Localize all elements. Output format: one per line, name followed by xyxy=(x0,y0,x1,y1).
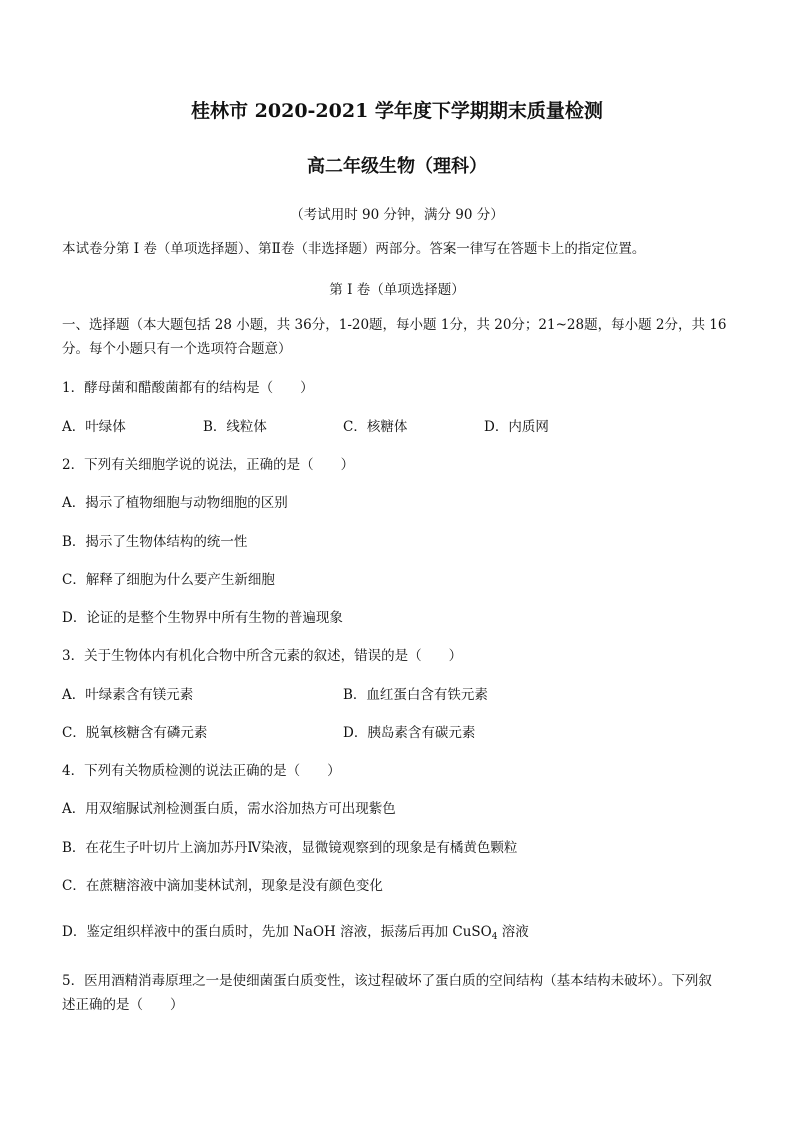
question-3-option-c: C．脱氧核糖含有磷元素 xyxy=(62,725,208,741)
question-4-option-a: A．用双缩脲试剂检测蛋白质，需水浴加热方可出现紫色 xyxy=(62,801,396,817)
question-4-option-b: B．在花生子叶切片上滴加苏丹Ⅳ染液，显微镜观察到的现象是有橘黄色颗粒 xyxy=(62,840,518,856)
question-3-option-a: A．叶绿素含有镁元素 xyxy=(62,687,194,703)
question-5-stem-line1: 5．医用酒精消毒原理之一是使细菌蛋白质变性，该过程破坏了蛋白质的空间结构（基本结构未破坏）。下列叙 xyxy=(62,973,712,989)
question-4-option-d-text: D．鉴定组织样液中的蛋白质时，先加 NaOH 溶液，振荡后再加 CuSO xyxy=(62,924,492,940)
question-2-option-a: A．揭示了植物细胞与动物细胞的区别 xyxy=(62,495,288,511)
exam-subtitle: 高二年级生物（理科） xyxy=(307,156,487,177)
section-intro-line1: 一、选择题（本大题包括 28 小题，共 36分，1-20题，每小题 1分，共 20分；21~28题，每小题 2分，共 16 xyxy=(62,317,727,333)
question-4-option-c: C．在蔗糖溶液中滴加斐林试剂，现象是没有颜色变化 xyxy=(62,878,383,894)
question-1-option-a: A．叶绿体 xyxy=(62,419,126,435)
section-intro-line2: 分。每个小题只有一个选项符合题意） xyxy=(62,341,292,357)
question-4-stem: 4．下列有关物质检测的说法正确的是（ ） xyxy=(62,763,341,779)
question-5-stem-line2: 述正确的是（ ） xyxy=(62,997,184,1013)
question-4-option-d-suffix: 溶液 xyxy=(497,924,529,940)
question-1-option-c: C．核糖体 xyxy=(343,419,408,435)
question-2-option-b: B．揭示了生物体结构的统一性 xyxy=(62,534,248,550)
section-title: 第 I 卷（单项选择题） xyxy=(329,282,465,298)
exam-title: 桂林市 2020-2021 学年度下学期期末质量检测 xyxy=(191,100,603,122)
question-4-option-d-subscript: 4 xyxy=(491,932,498,942)
question-3-option-d: D．胰岛素含有碳元素 xyxy=(343,725,476,741)
question-2-option-c: C．解释了细胞为什么要产生新细胞 xyxy=(62,572,275,588)
exam-info: （考试用时 90 分钟，满分 90 分） xyxy=(290,207,504,223)
instructions: 本试卷分第 I 卷（单项选择题）、第Ⅱ卷（非选择题）两部分。答案一律写在答题卡上的指定位置。 xyxy=(62,241,646,257)
question-1-stem: 1．酵母菌和醋酸菌都有的结构是（ ） xyxy=(62,380,314,396)
question-2-option-d: D．论证的是整个生物界中所有生物的普遍现象 xyxy=(62,610,343,626)
question-1-option-d: D．内质网 xyxy=(484,419,549,435)
question-3-option-b: B．血红蛋白含有铁元素 xyxy=(343,687,488,703)
question-4-option-d xyxy=(62,923,529,946)
question-1-option-b: B．线粒体 xyxy=(203,419,267,435)
question-3-stem: 3．关于生物体内有机化合物中所含元素的叙述，错误的是（ ） xyxy=(62,648,463,664)
question-2-stem: 2．下列有关细胞学说的说法，正确的是（ ） xyxy=(62,457,355,473)
